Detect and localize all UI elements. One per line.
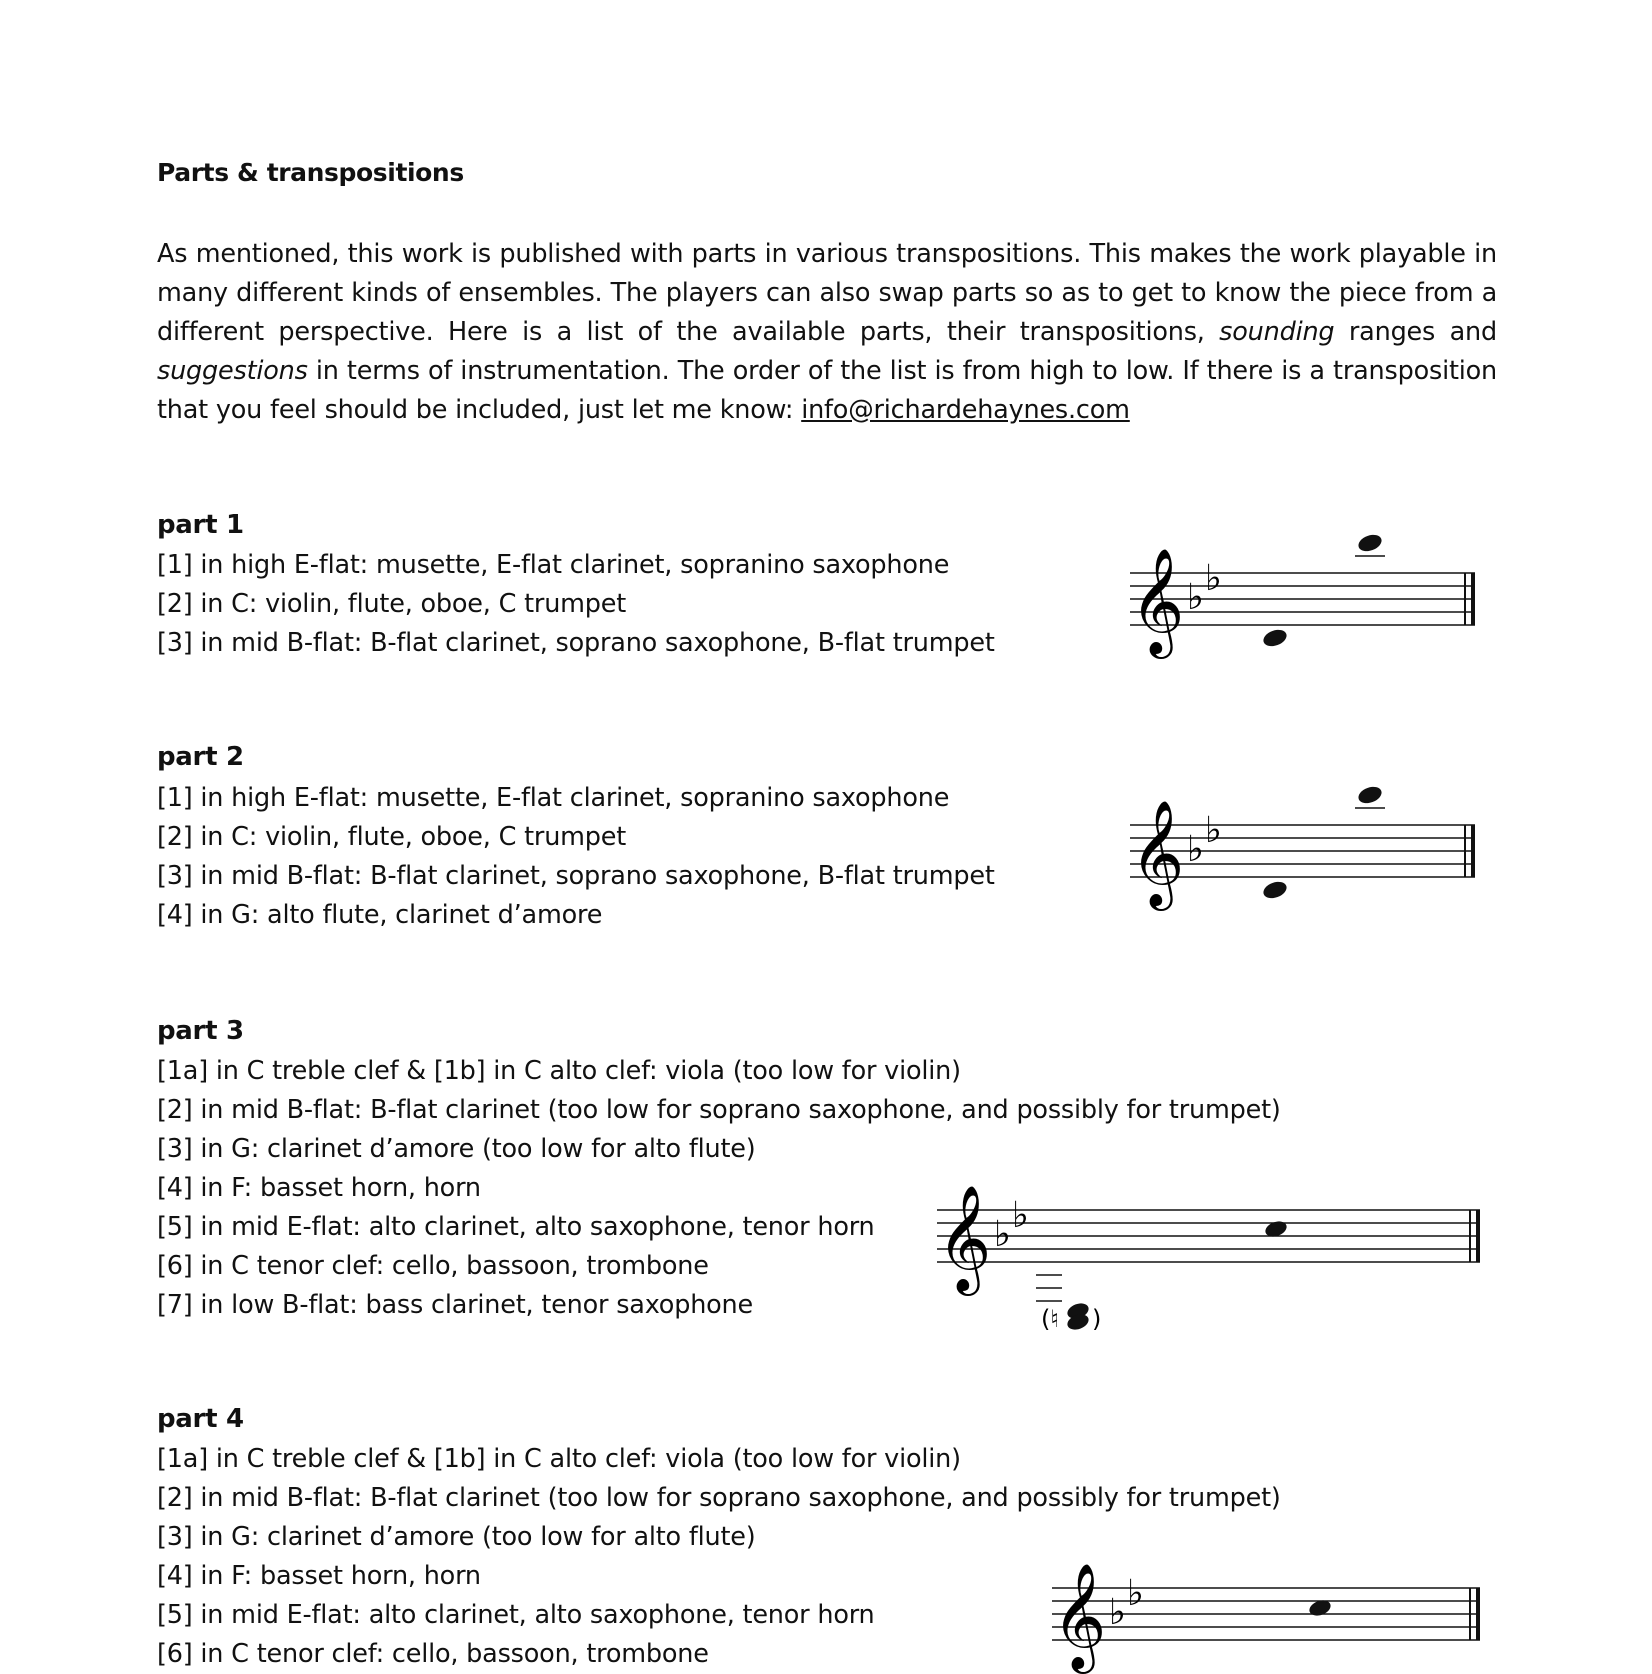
intro-emphasis-suggestions: suggestions (157, 356, 308, 386)
treble-clef-icon: 𝄞 (1130, 547, 1185, 654)
list-item: [3] in mid B-flat: B-flat clarinet, soprano saxophone, B-flat trumpet (157, 861, 995, 891)
natural-paren-icon: (♮ (1041, 1305, 1059, 1333)
part-4-range-staff (1047, 1558, 1487, 1669)
list-item: [5] in mid E-flat: alto clarinet, alto saxophone, tenor horn (157, 1600, 875, 1630)
high-note-icon (1356, 532, 1384, 554)
flat-icon: ♭ (1127, 1573, 1144, 1614)
list-item: [1] in high E-flat: musette, E-flat clarinet, sopranino saxophone (157, 550, 950, 580)
list-item: [5] in mid E-flat: alto clarinet, alto saxophone, tenor horn (157, 1212, 875, 1242)
list-item: [1a] in C treble clef & [1b] in C alto clef: viola (too low for violin) (157, 1056, 961, 1086)
part-3-range-staff (932, 1170, 1487, 1350)
treble-clef-icon: 𝄞 (1052, 1562, 1107, 1669)
list-item: [3] in G: clarinet d’amore (too low for alto flute) (157, 1134, 756, 1164)
high-note-icon (1356, 784, 1384, 806)
flat-icon: ♭ (1205, 810, 1222, 851)
treble-clef-icon: 𝄞 (1130, 799, 1185, 906)
part-3-title: part 3 (157, 1016, 244, 1046)
email-link[interactable]: info@richardehaynes.com (801, 395, 1130, 425)
list-item: [1] in high E-flat: musette, E-flat clarinet, sopranino saxophone (157, 783, 950, 813)
list-item: [3] in mid B-flat: B-flat clarinet, soprano saxophone, B-flat trumpet (157, 628, 995, 658)
flat-icon: ♭ (1012, 1195, 1029, 1236)
list-item: [4] in F: basset horn, horn (157, 1173, 481, 1203)
part-4-title: part 4 (157, 1404, 244, 1434)
list-item: [2] in C: violin, flute, oboe, C trumpet (157, 589, 627, 619)
list-item: [4] in F: basset horn, horn (157, 1561, 481, 1591)
intro-text: As mentioned, this work is published with parts in various transpositions. This makes the work playable in many different kinds of ensembles. The players can also swap parts so as to get to know the piece from a different perspective. Here is a list of the available parts, their transpositions, (157, 239, 1497, 347)
flat-icon: ♭ (1187, 577, 1204, 618)
part-2-range-staff (1125, 782, 1485, 917)
part-1-range-staff (1125, 530, 1485, 665)
flat-icon: ♭ (1109, 1592, 1126, 1633)
intro-text: ranges and (1334, 317, 1497, 347)
paren-close-icon: ) (1092, 1305, 1102, 1333)
flat-icon: ♭ (994, 1214, 1011, 1255)
part-2-title: part 2 (157, 742, 244, 772)
part-1-list (157, 546, 995, 663)
treble-clef-icon: 𝄞 (937, 1184, 992, 1291)
list-item: [3] in G: clarinet d’amore (too low for alto flute) (157, 1522, 756, 1552)
list-item: [6] in C tenor clef: cello, bassoon, trombone (157, 1639, 709, 1669)
intro-text: in terms of instrumentation. The order of the list is from high to low. If there is a transposition that you feel should be included, just let me know: (157, 356, 1497, 425)
list-item: [6] in C tenor clef: cello, bassoon, trombone (157, 1251, 709, 1281)
list-item: [4] in G: alto flute, clarinet d’amore (157, 900, 603, 930)
list-item: [1a] in C treble clef & [1b] in C alto clef: viola (too low for violin) (157, 1444, 961, 1474)
intro-paragraph (157, 235, 1497, 430)
list-item: [2] in mid B-flat: B-flat clarinet (too low for soprano saxophone, and possibly for trumpet) (157, 1095, 1281, 1125)
list-item: [2] in C: violin, flute, oboe, C trumpet (157, 822, 627, 852)
low-note-icon (1261, 879, 1289, 901)
low-note-icon (1261, 627, 1289, 649)
flat-icon: ♭ (1205, 558, 1222, 599)
list-item: [2] in mid B-flat: B-flat clarinet (too low for soprano saxophone, and possibly for trumpet) (157, 1483, 1281, 1513)
part-2-list (157, 779, 995, 935)
flat-icon: ♭ (1187, 829, 1204, 870)
intro-emphasis-sounding: sounding (1219, 317, 1335, 347)
list-item: [7] in low B-flat: bass clarinet, tenor saxophone (157, 1290, 754, 1320)
section-heading: Parts & transpositions (157, 158, 464, 187)
part-1-title: part 1 (157, 510, 244, 540)
